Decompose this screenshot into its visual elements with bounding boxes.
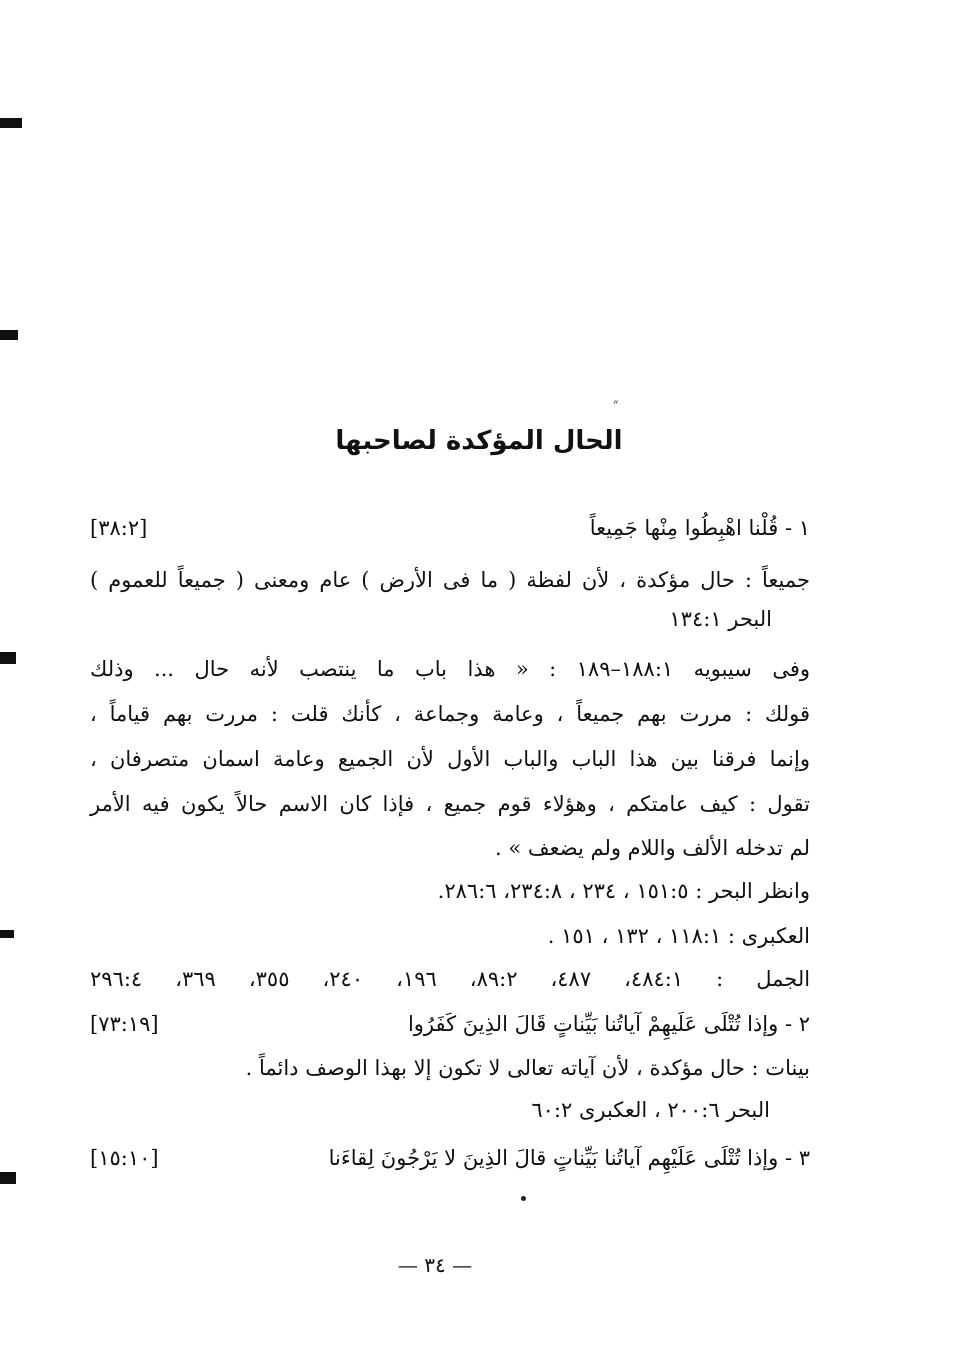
text-line bbox=[90, 511, 810, 545]
verse-reference: [٣٨:٢] bbox=[90, 516, 148, 540]
text-line bbox=[90, 1141, 810, 1175]
binding-mark bbox=[0, 1172, 16, 1184]
line-text: لم تدخله الألف واللام ولم يضعف » . bbox=[495, 836, 810, 860]
text-line bbox=[90, 831, 810, 865]
line-text: العكبرى : ١١٨:١ ، ١٣٢ ، ١٥١ . bbox=[547, 924, 810, 948]
line-text: قولك : مررت بهم جميعاً ، وعامة وجماعة ، كأنك قلت : مررت بهم قياماً ، bbox=[90, 702, 810, 726]
verse-reference: [٧٣:١٩] bbox=[90, 1012, 159, 1036]
binding-mark bbox=[0, 652, 16, 664]
verse-text: ١ - قُلْنا اهْبِطُوا مِنْها جَمِيعاً bbox=[589, 516, 810, 540]
verse-reference: [١٥:١٠] bbox=[90, 1146, 159, 1170]
line-text: بينات : حال مؤكدة ، لأن آياته تعالى لا تكون إلا بهذا الوصف دائماً . bbox=[245, 1056, 810, 1080]
page-title: الحال المؤكدة لصاحبها bbox=[335, 426, 623, 456]
ink-dot bbox=[521, 1196, 526, 1201]
verse-text: ٣ - وإذا تُتْلَى عَلَيْهِم آياتُنا بَيِّناتٍ قالَ الذِينَ لا يَرْجُونَ لِقاءَنا bbox=[328, 1146, 810, 1170]
line-text: جميعاً : حال مؤكدة ، لأن لفظة ( ما فى الأرض ) عام ومعنى ( جميعاً للعموم ) bbox=[90, 568, 810, 592]
line-text: وفى سيبويه ١٨٨:١–١٨٩ : « هذا باب ما ينتصب لأنه حال ... وذلك bbox=[90, 657, 810, 681]
text-line bbox=[90, 602, 810, 636]
binding-mark bbox=[0, 330, 18, 340]
text-line bbox=[90, 1093, 810, 1127]
binding-mark bbox=[0, 930, 14, 938]
line-text: البحر ٢٠٠:٦ ، العكبرى ٦٠:٢ bbox=[531, 1098, 770, 1122]
page-number: — ٣٤ — bbox=[397, 1253, 473, 1277]
text-line bbox=[90, 697, 810, 731]
verse-text: ٢ - وإذا تُتْلَى عَلَيهِمْ آياتُنا بَيِّناتٍ قَالَ الذِينَ كَفَرُوا bbox=[407, 1012, 810, 1036]
line-text: وإنما فرقنا بين هذا الباب والباب الأول لأن الجميع وعامة اسمان متصرفان ، bbox=[90, 747, 810, 771]
text-line bbox=[90, 962, 810, 996]
text-line bbox=[90, 874, 810, 908]
text-line bbox=[90, 787, 810, 821]
text-line bbox=[90, 1051, 810, 1085]
text-line bbox=[90, 1007, 810, 1041]
line-text: تقول : كيف عامتكم ، وهؤلاء قوم جميع ، فإذا كان الاسم حالاً يكون فيه الأمر bbox=[90, 792, 810, 816]
tick-mark: ״ bbox=[613, 396, 619, 412]
line-text: وانظر البحر : ١٥١:٥ ، ٢٣٤ ، ٢٣٤:٨، ٢٨٦:٦. bbox=[437, 879, 810, 903]
line-text: البحر ١٣٤:١ bbox=[669, 607, 772, 631]
line-text: الجمل : ٤٨٤:١، ٤٨٧، ٨٩:٢، ١٩٦، ٢٤٠، ٣٥٥، ٣٦٩، ٢٩٦:٤ bbox=[90, 967, 811, 991]
text-line bbox=[90, 652, 810, 686]
text-line bbox=[90, 919, 810, 953]
text-line bbox=[90, 742, 810, 776]
text-line bbox=[90, 563, 810, 597]
binding-mark bbox=[0, 118, 22, 128]
